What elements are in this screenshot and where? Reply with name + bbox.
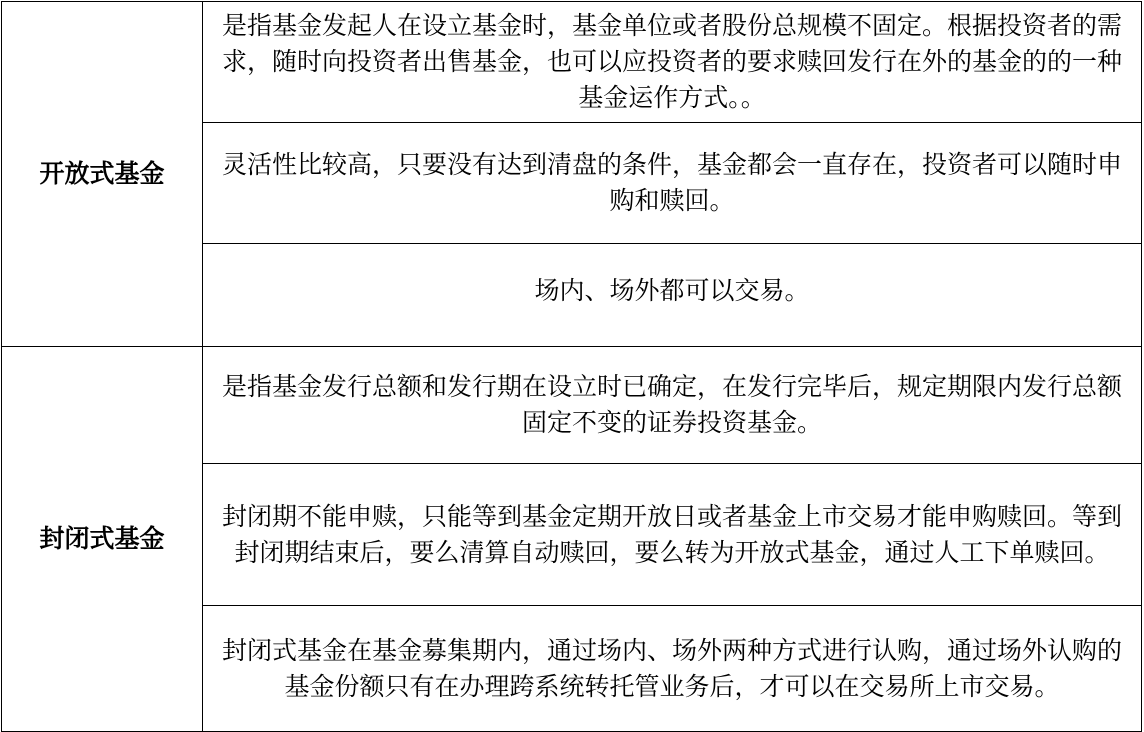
- fund-type-label-closed: [2, 347, 203, 732]
- fund-type-label-text: 封闭式基金: [39, 524, 165, 553]
- open-fund-flexibility-text: 灵活性比较高，只要没有达到清盘的条件，基金都会一直存在，投资者可以随时申购和赎回。: [221, 150, 1122, 215]
- open-fund-trading-cell: [203, 244, 1142, 347]
- open-fund-flexibility-cell: [203, 123, 1142, 244]
- open-fund-definition-cell: [203, 2, 1142, 123]
- closed-fund-redemption-cell: [203, 464, 1142, 606]
- open-fund-trading-text: 场内、场外都可以交易。: [534, 276, 810, 305]
- closed-fund-definition-cell: [203, 347, 1142, 464]
- fund-comparison-table: [1, 1, 1142, 732]
- fund-type-label-text: 开放式基金: [39, 159, 165, 188]
- table-row: [2, 2, 1142, 123]
- closed-fund-redemption-text: 封闭期不能申赎，只能等到基金定期开放日或者基金上市交易才能申购赎回。等到封闭期结束后，要么清算自动赎回，要么转为开放式基金，通过人工下单赎回。: [221, 501, 1122, 567]
- fund-type-label-open: [2, 2, 203, 347]
- closed-fund-trading-text: 封闭式基金在基金募集期内，通过场内、场外两种方式进行认购，通过场外认购的基金份额只有在办理跨系统转托管业务后，才可以在交易所上市交易。: [221, 635, 1122, 701]
- closed-fund-trading-cell: [203, 606, 1142, 732]
- open-fund-definition-text: 是指基金发起人在设立基金时，基金单位或者股份总规模不固定。根据投资者的需求，随时向投资者出售基金，也可以应投资者的要求赎回发行在外的基金的的一种基金运作方式。。: [221, 11, 1122, 112]
- closed-fund-definition-text: 是指基金发行总额和发行期在设立时已确定，在发行完毕后，规定期限内发行总额固定不变的证券投资基金。: [221, 372, 1122, 437]
- table-row: [2, 347, 1142, 464]
